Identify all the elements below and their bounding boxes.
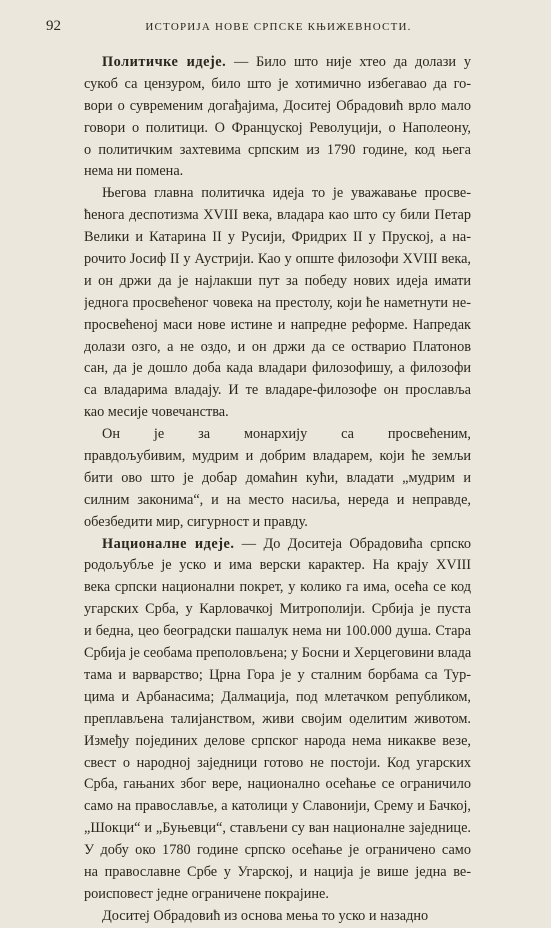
text-line: само на православље, а католици у Славонији, Срему и Бачкој, <box>84 798 471 815</box>
text-line: ћенога деспотизма XVIII века, владара као што су били Петар <box>84 207 471 224</box>
page-body <box>84 52 471 928</box>
text-line: бити ово што је добар домаћин кући, владати „мудрим и <box>84 469 471 486</box>
text-line: Срба, гањаних због вере, национално осећање се ограничило <box>84 776 471 793</box>
text-line: са владарима владају. И те владаре-филозофе он прославља <box>84 382 471 399</box>
text-line: силним законима“, и на место насиља, нереда и неправде, <box>84 491 471 508</box>
text-run: — До Доситеја Обрадовића српско <box>234 535 471 552</box>
text-line: цима и Арбанасима; Далмација, под млетачком републиком, <box>84 688 471 705</box>
text-line: „Шокци“ и „Буњевци“, стављени су ван националне заједнице. <box>84 820 471 837</box>
text-line: Србија је сеобама преполовљена; у Босни и Херцеговини влада <box>84 645 471 662</box>
paragraph <box>84 534 471 906</box>
text-line: У добу око 1780 године српско осећање је ограничено само <box>84 842 471 859</box>
text-line: једнога просвећеног човека на престолу, који ће наметнути не- <box>84 294 471 311</box>
text-line: и он држи да је најлакши пут за победу нових идеја имати <box>84 272 471 289</box>
text-line: правдољубивим, мудрим и добрим владарем, који ће земљи <box>84 448 471 465</box>
text-line: на православне Србе у Угарској, и нација је више једна ве- <box>84 863 471 880</box>
text-line: Доситеј Обрадовић из основа мења то уско и назадно <box>102 907 429 924</box>
paragraph <box>84 183 471 424</box>
text-line: Његова главна политичка идеја то је уважавање просве- <box>102 185 471 202</box>
text-line: вори о сувременим догађајима, Доситеј Обрадовић врло мало <box>84 97 471 114</box>
text-line: преплављена талијанством, живи својим оделитим животом. <box>84 710 471 727</box>
text-run: — Било што није хтео да долази у <box>226 54 471 70</box>
text-line: о политичким захтевима српским из 1790 године, код њега <box>84 141 471 158</box>
text-line: роисповест једне ограничене покрајине. <box>84 885 329 902</box>
text-line: угарских Срба, у Карловачкој Митрополији. Србија је пуста <box>84 601 471 618</box>
paragraph <box>84 906 471 928</box>
text-line <box>84 534 471 556</box>
text-line <box>84 52 471 74</box>
running-title: ИСТОРИЈА НОВЕ СРПСКЕ КЊИЖЕВНОСТИ. <box>145 21 412 33</box>
text-line: родољубље је уско и има верски карактер. На крају XVIII <box>84 557 471 574</box>
text-line: обезбедити мир, сигурност и правду. <box>84 513 308 530</box>
text-line: сукоб са цензуром, било што је хотимично избегавао да го- <box>84 75 471 92</box>
text-line: као месије човечанства. <box>84 404 229 421</box>
text-line: говори о политици. О Француској Револуцији, о Наполеону, <box>84 119 471 136</box>
text-line: свест о народној заједници готово не постоји. Код угарских <box>84 754 471 771</box>
text-line: Он је за монархију са просвећеним, <box>102 426 471 443</box>
page-header <box>46 18 511 38</box>
text-line: Велики и Катарина II у Русији, Фридрих II у Пруској, а на- <box>84 229 471 246</box>
text-line: Између појединих делове српског народа нема никакве везе, <box>84 732 471 749</box>
text-line: нема ни помена. <box>84 163 184 180</box>
text-line: и бедна, цео београдски пашалук нема ни 100.000 душа. Стара <box>84 623 471 640</box>
text-line: сан, да је дошло доба када владари филозофишу, а филозофи <box>84 360 471 377</box>
text-line: просвећеној маси нове истине и напредне реформе. Напредак <box>84 316 471 333</box>
text-line: долази озго, а не оздо, и он држи да се остварио Платонов <box>84 338 471 355</box>
paragraph <box>84 52 471 183</box>
text-line: тама и варварство; Црна Гора је у сталним борбама са Тур- <box>84 666 471 683</box>
text-line: века српски национални покрет, у колико га има, осећа се код <box>84 579 471 596</box>
section-heading: Политичке идеје. <box>102 54 227 70</box>
section-heading: Националне идеје. <box>102 535 235 552</box>
text-line: рочито Јосиф II у Аустрији. Као у опште филозофи XVIII века, <box>84 251 471 268</box>
page-number: 92 <box>46 18 61 34</box>
paragraph <box>84 424 471 533</box>
